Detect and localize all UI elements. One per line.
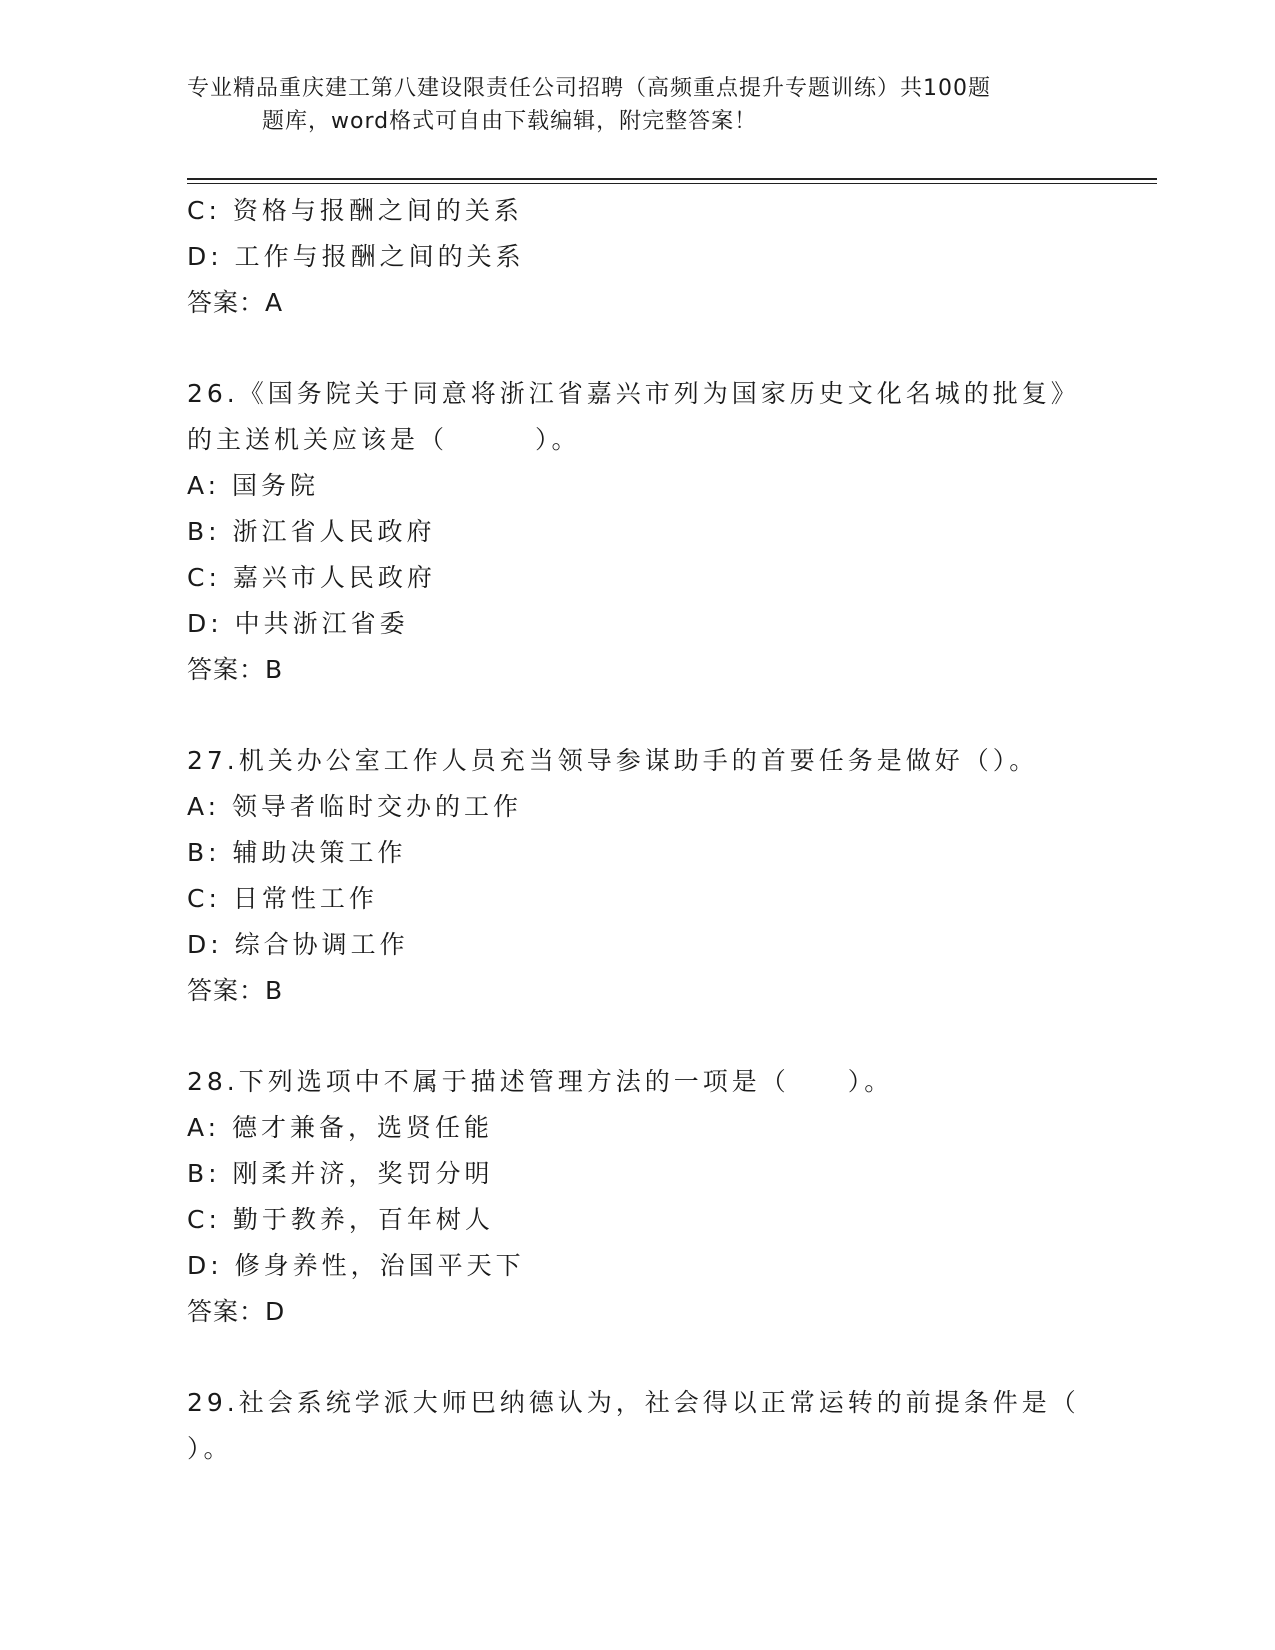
question-28 <box>187 1059 1087 1335</box>
question-29 <box>187 1380 1087 1472</box>
option-d: D: 修身养性，治国平天下 <box>187 1251 525 1280</box>
question-list <box>187 188 1087 1472</box>
answer-line: 答案：B <box>187 655 284 684</box>
option-c: C: 勤于教养，百年树人 <box>187 1205 494 1234</box>
option-b: B: 辅助决策工作 <box>187 838 407 867</box>
header-divider-thick <box>187 178 1157 180</box>
header-divider-thin <box>187 183 1157 184</box>
option-d: D: 综合协调工作 <box>187 930 409 959</box>
option-d: D: 工作与报酬之间的关系 <box>187 242 525 271</box>
question-stem: 27.机关办公室工作人员充当领导参谋助手的首要任务是做好（）。 <box>187 746 1039 775</box>
header-title-line1: 专业精品重庆建工第八建设限责任公司招聘（高频重点提升专题训练）共100题 <box>187 76 991 101</box>
question-stem-continued: 的主送机关应该是（ ）。 <box>187 425 581 454</box>
answer-line: 答案：D <box>187 1297 286 1326</box>
answer-line: 答案：B <box>187 976 284 1005</box>
header-title-line2: 题库，word格式可自由下载编辑，附完整答案！ <box>262 109 758 134</box>
option-c: C: 日常性工作 <box>187 884 378 913</box>
answer-line: 答案：A <box>187 288 284 317</box>
question-stem: 26.《国务院关于同意将浙江省嘉兴市列为国家历史文化名城的批复》 <box>187 379 1080 408</box>
question-26 <box>187 371 1087 693</box>
question-stem-continued: ）。 <box>187 1434 233 1463</box>
question-27 <box>187 738 1087 1014</box>
option-b: B: 刚柔并济，奖罚分明 <box>187 1159 494 1188</box>
option-d: D: 中共浙江省委 <box>187 609 409 638</box>
option-c: C: 资格与报酬之间的关系 <box>187 196 523 225</box>
question-stem: 29.社会系统学派大师巴纳德认为，社会得以正常运转的前提条件是（ <box>187 1388 1080 1417</box>
document-header <box>187 72 1087 138</box>
option-c: C: 嘉兴市人民政府 <box>187 563 436 592</box>
option-a: A: 德才兼备，选贤任能 <box>187 1113 494 1142</box>
question-stem: 28.下列选项中不属于描述管理方法的一项是（ ）。 <box>187 1067 894 1096</box>
option-a: A: 领导者临时交办的工作 <box>187 792 523 821</box>
question-25-continued <box>187 188 1087 326</box>
option-a: A: 国务院 <box>187 471 320 500</box>
option-b: B: 浙江省人民政府 <box>187 517 436 546</box>
